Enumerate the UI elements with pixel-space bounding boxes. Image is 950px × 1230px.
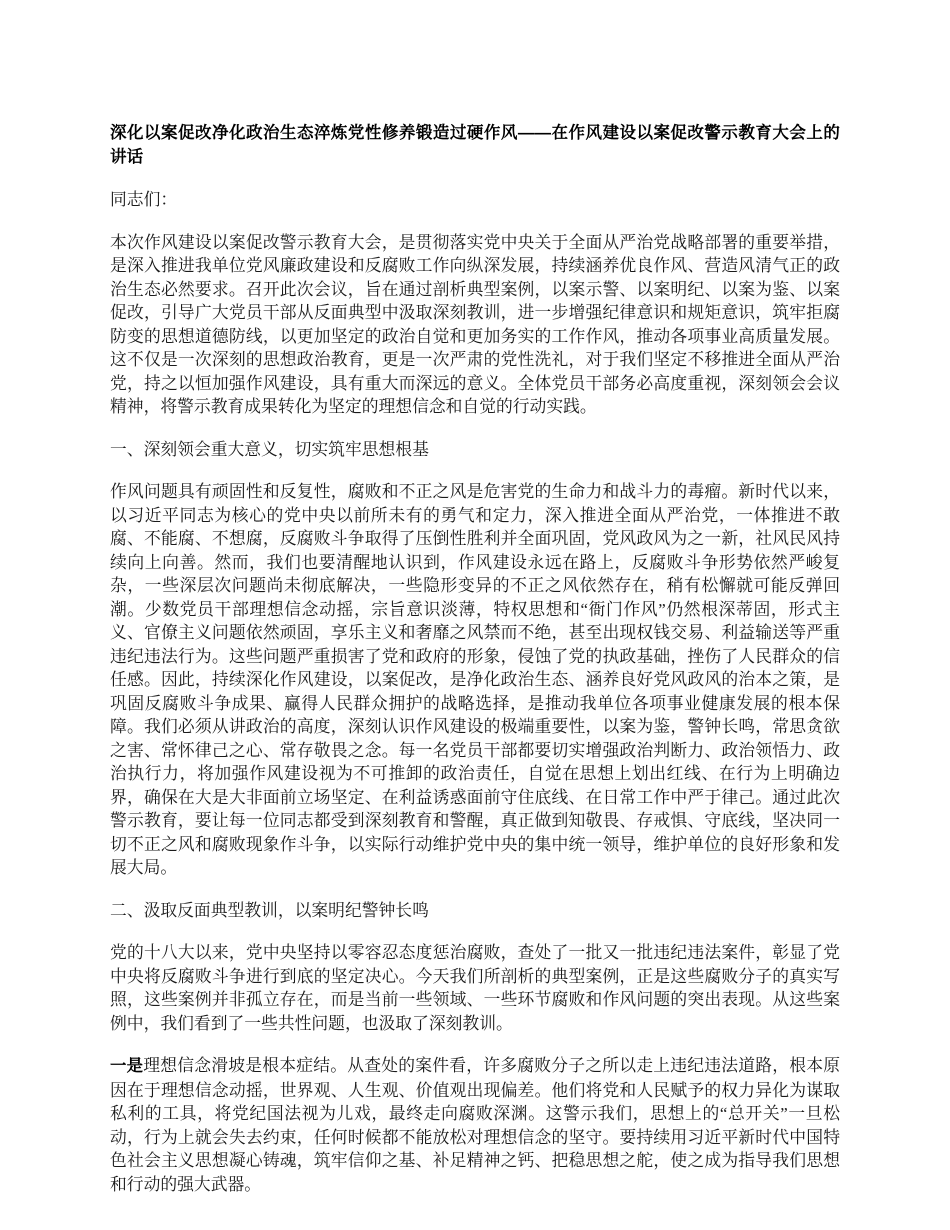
point-one-body: 理想信念滑坡是根本症结。从查处的案件看，许多腐败分子之所以走上违纪违法道路，根本原因在于理想信念动摇，世界观、人生观、价值观出现偏差。他们将党和人民赋予的权力异化为谋取私利的工具，将党纪国法视为儿戏，最终走向腐败深渊。这警示我们，思想上的“总开关”一旦松动，行为上就会失去约束，任何时候都不能放松对理想信念的坚守。要持续用习近平新时代中国特色社会主义思想凝心铸魂，筑牢信仰之基、补足精神之钙、把稳思想之舵，使之成为指导我们思想和行动的强大武器。 xyxy=(110,1056,840,1194)
point-one-paragraph xyxy=(110,1054,840,1196)
section-one-paragraph: 作风问题具有顽固性和反复性，腐败和不正之风是危害党的生命力和战斗力的毒瘤。新时代以来，以习近平同志为核心的党中央以前所未有的勇气和定力，深入推进全面从严治党，一体推进不敢腐、不能腐、不想腐，反腐败斗争取得了压倒性胜利并全面巩固，党风政风为之一新，社风民风持续向上向善。然而，我们也要清醒地认识到，作风建设永远在路上，反腐败斗争形势依然严峻复杂，一些深层次问题尚未彻底解决，一些隐形变异的不正之风依然存在，稍有松懈就可能反弹回潮。少数党员干部理想信念动摇，宗旨意识淡薄，特权思想和“衙门作风”仍然根深蒂固，形式主义、官僚主义问题依然顽固，享乐主义和奢靡之风禁而不绝，甚至出现权钱交易、利益输送等严重违纪违法行为。这些问题严重损害了党和政府的形象，侵蚀了党的执政基础，挫伤了人民群众的信任感。因此，持续深化作风建设，以案促改，是净化政治生态、涵养良好党风政风的治本之策，是巩固反腐败斗争成果、赢得人民群众拥护的战略选择，是推动我单位各项事业健康发展的根本保障。我们必须从讲政治的高度，深刻认识作风建设的极端重要性，以案为鉴，警钟长鸣，常思贪欲之害、常怀律己之心、常存敬畏之念。每一名党员干部都要切实增强政治判断力、政治领悟力、政治执行力，将加强作风建设视为不可推卸的政治责任，自觉在思想上划出红线、在行为上明确边界，确保在大是大非面前立场坚定、在利益诱惑面前守住底线、在日常工作中严于律己。通过此次警示教育，要让每一位同志都受到深刻教育和警醒，真正做到知敬畏、存戒惧、守底线，坚决同一切不正之风和腐败现象作斗争，以实际行动维护党中央的集中统一领导，维护单位的良好形象和发展大局。 xyxy=(110,482,840,877)
salutation: 同志们： xyxy=(110,190,178,209)
section-two-paragraph: 党的十八大以来，党中央坚持以零容忍态度惩治腐败，查处了一批又一批违纪违法案件，彰显了党中央将反腐败斗争进行到底的坚定决心。今天我们所剖析的典型案例，正是这些腐败分子的真实写照，这些案例并非孤立存在，而是当前一些领域、一些环节腐败和作风问题的突出表现。从这些案例中，我们看到了一些共性问题，也汲取了深刻教训。 xyxy=(110,943,840,1033)
page-title: 深化以案促改净化政治生态淬炼党性修养锻造过硬作风——在作风建设以案促改警示教育大会上的讲话 xyxy=(110,124,840,166)
intro-paragraph: 本次作风建设以案促改警示教育大会，是贯彻落实党中央关于全面从严治党战略部署的重要举措，是深入推进我单位党风廉政建设和反腐败工作向纵深发展，持续涵养优良作风、营造风清气正的政治生态必然要求。召开此次会议，旨在通过剖析典型案例，以案示警、以案明纪、以案为鉴、以案促改，引导广大党员干部从反面典型中汲取深刻教训，进一步增强纪律意识和规矩意识，筑牢拒腐防变的思想道德防线，以更加坚定的政治自觉和更加务实的工作作风，推动各项事业高质量发展。这不仅是一次深刻的思想政治教育，更是一次严肃的党性洗礼，对于我们坚定不移推进全面从严治党，持之以恒加强作风建设，具有重大而深远的意义。全体党员干部务必高度重视，深刻领会会议精神，将警示教育成果转化为坚定的理想信念和自觉的行动实践。 xyxy=(110,232,840,416)
point-one-lead: 一是 xyxy=(110,1057,144,1075)
section-heading-one: 一、深刻领会重大意义，切实筑牢思想根基 xyxy=(110,439,429,459)
section-heading-two: 二、汲取反面典型教训，以案明纪警钟长鸣 xyxy=(110,900,429,920)
